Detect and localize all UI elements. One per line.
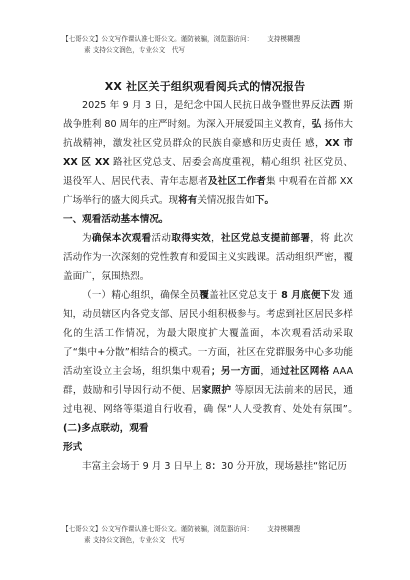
document-title: XX 社区关于组织观看阅兵式的情况报告 bbox=[104, 80, 306, 93]
footer-line-1a: 【七哥公文】公文写作课认准七哥公文。谨防被骗，浏览器访问： bbox=[62, 525, 254, 533]
paragraph-organization: （一）精心组织，确保全员覆盖社区党总支于 8 月底便下发 通知，动员辖区内各党支部、居民小组积极参与。考虑到社区居民多样化的生活工作情况，为最大限度扩大覆盖面，本次观看活动采取了“集中+分散”相结合的模式。一方面，社区在党群服务中心多功能活动室设立主会场，组织集中观看；另一方面，通过社区网格 AAA 群，鼓励和引导因行动不便、居家照护 等原因无法前来的居民，通过电视、网络等渠道自行收看，确 保“人人受教育、处处有氛围”。 (二)多点联动，观看 形式 bbox=[63, 290, 363, 453]
footer-line-2: 素 支持公文润色，专业公文 代写 bbox=[84, 536, 186, 544]
header-line-2: 素 支持公文润色，专业公文 代写 bbox=[84, 46, 186, 54]
paragraph-main-venue: 丰富主会场于 9 月 3 日早上 8：30 分开放，现场悬挂“铭记历 bbox=[82, 461, 347, 472]
page-footer bbox=[62, 524, 362, 546]
document-body bbox=[63, 96, 363, 476]
page-header bbox=[62, 34, 362, 56]
footer-line-1b: 支持模糊搜 bbox=[267, 525, 301, 533]
paragraph-intro: 2025 年 9 月 3 日，是纪念中国人民抗日战争暨世界反法西 斯战争胜利 80 周年的庄严时刻。为深入开展爱国主义教育，弘 扬伟大抗战精神，激发社区党员群众的民族自豪感和历史责任 感，XX 市 XX 区 XX 路社区党总支、居委会高度重视，精心组织 社区党员、退役军人、居民代表、青年志愿者及社区工作者集 中观看在首都 XX 广场举行的盛大阅兵式。现将有关情况报告如下。 bbox=[63, 100, 354, 206]
paragraph-overview: 为确保本次观看活动取得实效，社区党总支提前部署，将 此次活动作为一次深刻的党性教育和爱国主义实践课。活动组织严密，覆盖面广，氛围热烈。 bbox=[63, 233, 354, 282]
header-line-1a: 【七哥公文】公文写作课认准七哥公文。谨防被骗，浏览器访问： bbox=[62, 35, 254, 43]
section-heading-1: 一、观看活动基本情况。 bbox=[63, 214, 169, 225]
header-line-1b: 支持模糊搜 bbox=[267, 35, 301, 43]
